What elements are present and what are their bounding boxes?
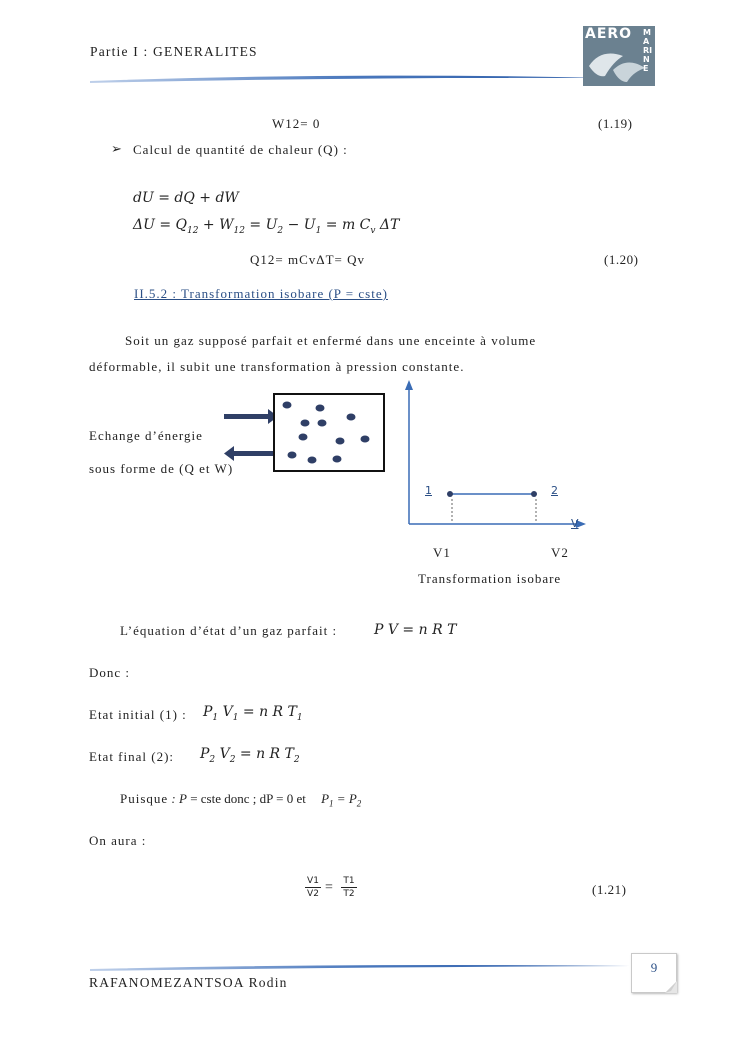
pv-graph <box>400 378 590 528</box>
graph-point-2-label: 2 <box>551 484 558 497</box>
equation-delta-u: $\Delta U = Q_{12} + W_{12} = U_2 - U_1 = m$ $C_v$ ΔT <box>133 217 400 236</box>
initial-state-equation: $P_1$ $V_1 = n$ R $T_1$ <box>203 704 303 723</box>
state-point-2 <box>531 491 537 497</box>
w12-equation: W12= 0 <box>272 116 321 131</box>
page-number: 9 <box>650 960 658 975</box>
logo-text-aero: AERO <box>585 26 633 42</box>
page-number-box <box>631 953 677 993</box>
graph-point-1-label: 1 <box>425 484 432 497</box>
state-equation-label: L’équation d’état d’un gaz parfait : <box>120 623 338 638</box>
exchange-label-line-1: Echange d’énergie <box>89 428 203 443</box>
exchange-label-line-2: sous forme de (Q et W) <box>89 461 234 476</box>
on-aura-label: On aura : <box>89 833 147 848</box>
constant-pressure-statement: Puisque : P = cste donc ; dP = 0 et $P_1 = P_2$ <box>120 791 362 809</box>
section-heading-isobaric: II.5.2 : Transformation isobare (P = cste) <box>134 286 388 301</box>
graph-v2-label: V2 <box>551 545 569 560</box>
energy-arrow-in <box>224 409 278 424</box>
page-curl-icon <box>665 981 677 993</box>
initial-state-label: Etat initial (1) : <box>89 707 187 722</box>
state-point-1 <box>447 491 453 497</box>
fraction-equals-sign: = <box>325 880 333 895</box>
gas-enclosure-diagram <box>222 392 392 482</box>
fraction-t1-t2: T1 T2 <box>341 876 357 900</box>
donc-label: Donc : <box>89 665 131 680</box>
equation-du: dU = dQ + dW <box>133 190 239 206</box>
final-state-equation: $P_2$ $V_2 = n$ R $T_2$ <box>200 746 300 765</box>
arrow-bullet-icon: ➢ <box>111 141 122 156</box>
q12-equation: Q12= mCvΔT= Qv <box>250 252 366 267</box>
header-swoosh <box>90 68 610 86</box>
graph-v1-label: V1 <box>433 545 451 560</box>
pressure-axis-arrow-icon <box>405 380 413 390</box>
state-equation-math: P V = n R T <box>374 622 457 638</box>
equation-number-1-19: (1.19) <box>598 116 633 131</box>
final-state-label: Etat final (2): <box>89 749 175 764</box>
paragraph-line-1: Soit un gaz supposé parfait et enfermé dans une enceinte à volume <box>125 333 537 348</box>
aeromarine-logo <box>583 26 655 86</box>
footer-swoosh <box>90 960 635 974</box>
header-title: Partie I : GENERALITES <box>90 44 258 59</box>
energy-arrow-out <box>224 446 278 461</box>
footer-author: RAFANOMEZANTSOA Rodin <box>89 975 288 990</box>
bullet-heat-calculation: Calcul de quantité de chaleur (Q) : <box>133 142 348 157</box>
logo-text-marine: MARINE <box>643 28 653 73</box>
fraction-v1-v2: V1 V2 <box>305 876 321 900</box>
equation-number-1-20: (1.20) <box>604 252 639 267</box>
graph-caption: Transformation isobare <box>418 571 562 586</box>
paragraph-line-2: déformable, il subit une transformation à pression constante. <box>89 359 465 374</box>
graph-axis-v-label: V <box>571 517 579 530</box>
equation-number-1-21: (1.21) <box>592 882 627 897</box>
